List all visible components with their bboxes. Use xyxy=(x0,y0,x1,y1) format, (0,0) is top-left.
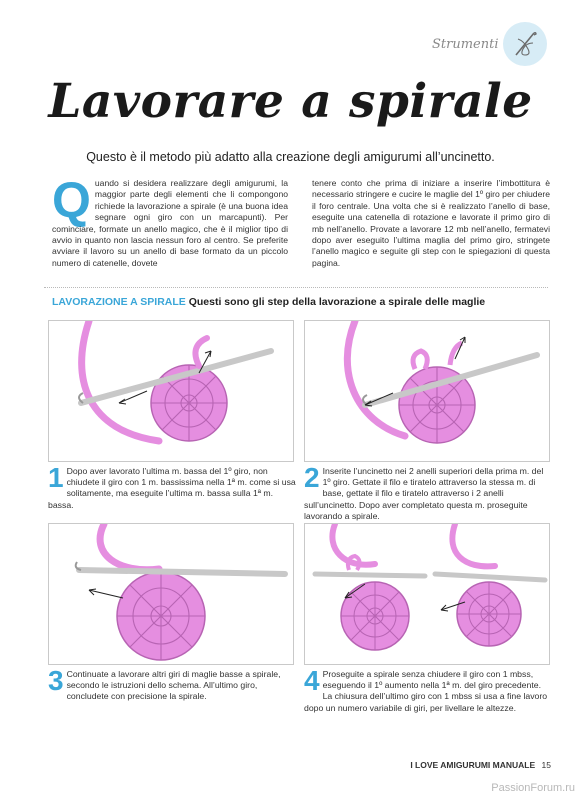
step-2-caption xyxy=(304,462,552,522)
page-number: 15 xyxy=(541,760,551,770)
intro-column-1 xyxy=(52,172,288,269)
page-subtitle: Questo è il metodo più adatto alla creazione degli amigurumi all’uncinetto. xyxy=(86,150,495,164)
intro-column-2: tenere conto che prima di iniziare a inserire l’imbottitura è necessario stringere e cucire le maglie del 1º giro per chiudere il foro centrale. Una volta che si è realizzato l’anello di base, eseguite una catenella di rotazione e lavorate il primo giro di mb nell’anello. Provate a lavorare 12 mb nell’anello, fermatevi dopo aver eseguito l’ultima maglia del primo giro, stringete l’anello magico e seguite gli step con le spiegazioni di questa pagina. xyxy=(312,178,550,268)
step-text: Continuate a lavorare altri giri di maglie basse a spirale, secondo le istruzioni dello schema. All’ultimo giro, concludete con precisione la spirale. xyxy=(66,669,281,702)
crochet-hook-icon xyxy=(503,22,547,66)
step-4-caption xyxy=(304,665,552,714)
step-1-caption xyxy=(48,462,296,511)
step-number: 2 xyxy=(304,462,320,493)
page-footer xyxy=(410,760,551,770)
magazine-name: I LOVE AMIGURUMI MANUALE xyxy=(410,760,536,770)
step-text: Dopo aver lavorato l’ultima m. bassa del 1º giro, non chiudete il giro con 1 m. bassissima nella 1ª m. come si usa solitamente, ma eseguite l’ultima m. bassa sulla 1ª m. bassa. xyxy=(48,466,296,510)
section-divider xyxy=(44,287,548,288)
drop-cap: Q xyxy=(52,172,91,228)
page-title: Lavorare a spirale xyxy=(48,74,533,129)
category-badge xyxy=(432,22,547,66)
step-3-illustration xyxy=(48,523,294,665)
section-description: Questi sono gli step della lavorazione a spirale delle maglie xyxy=(188,296,486,308)
step-number: 4 xyxy=(304,665,320,696)
watermark: PassionForum.ru xyxy=(491,782,575,794)
step-text: Inserite l’uncinetto nei 2 anelli superiori della prima m. del 1º giro. Gettate il filo e tiratelo attraverso la stessa m. di base, gettate il filo e tiratelo attraverso i 2 anelli sull’uncinetto. Dopo aver completato questa m. proseguite lavorando a spirale. xyxy=(304,466,544,521)
step-text: Proseguite a spirale senza chiudere il giro con 1 mbss, eseguendo il 1º aumento nella 1ª m. del giro precedente. La chiusura dell’ultimo giro con 1 mbss si usa a fine lavoro dopo un numero variabile di giri, per livellare le altezze. xyxy=(304,669,548,713)
step-4-illustration xyxy=(304,523,550,665)
badge-label: Strumenti xyxy=(432,36,499,52)
step-number: 3 xyxy=(48,665,64,696)
step-number: 1 xyxy=(48,462,64,493)
step-1-illustration xyxy=(48,320,294,462)
intro-text-1: uando si desidera realizzare degli amigurumi, la maggior parte degli elementi che li compongono richiede la lavorazione a spirale (è una buona idea segnare ogni giro con un marcapunti). Per cominciare, formate un anello magico, che è il miglior tipo di avvio in quanto non lascia nessun foro al centro. Se preferite avviare il lavoro su un anello di base formato da un piccolo numero di catenelle, dovete xyxy=(52,178,288,268)
section-title: LAVORAZIONE A SPIRALE xyxy=(52,296,186,308)
step-2-illustration xyxy=(304,320,550,462)
section-heading xyxy=(52,296,485,308)
step-3-caption xyxy=(48,665,296,703)
